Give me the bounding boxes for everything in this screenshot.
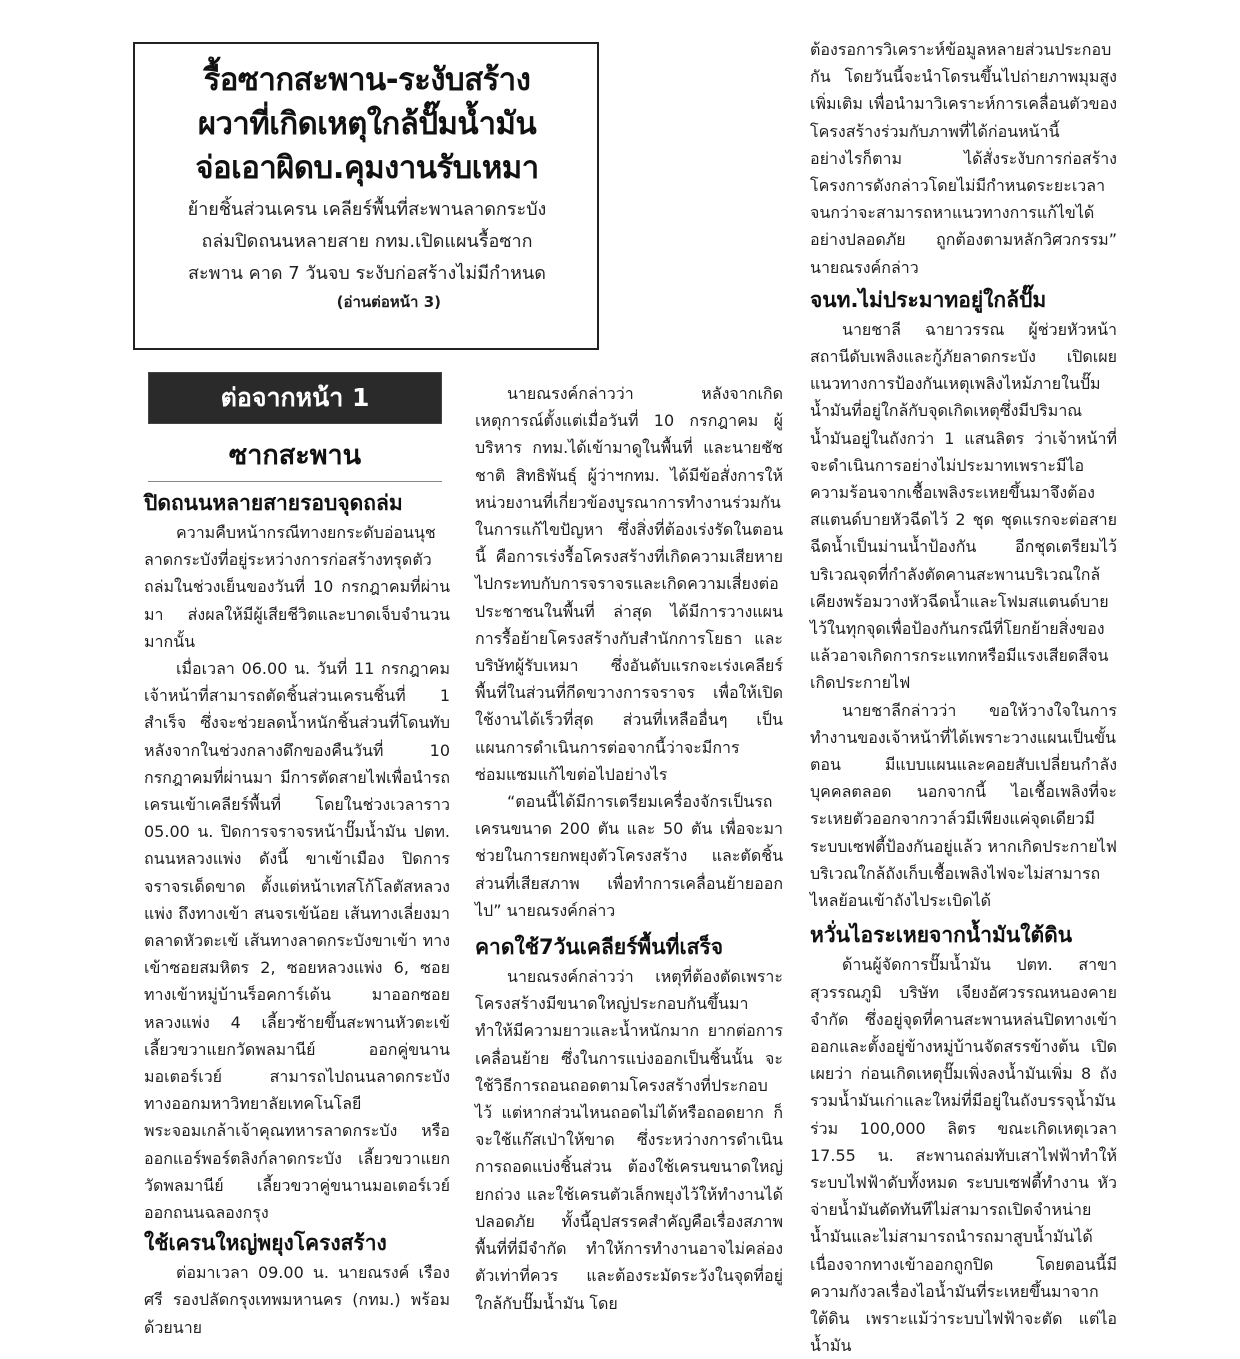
section-title-rule — [148, 481, 442, 482]
headline-subline-1: ย้ายชิ้นส่วนเครน เคลียร์พื้นที่สะพานลาดกระบัง — [187, 199, 547, 220]
subheading-road-closures: ปิดถนนหลายสายรอบจุดถล่ม — [144, 491, 403, 515]
article-column-3 — [810, 36, 1117, 1359]
paragraph: นายชาลี ฉายาวรรณ ผู้ช่วยหัวหน้าสถานีดับเพลิงและกู้ภัยลาดกระบัง เปิดเผยแนวทางการป้องกันเหตุเพลิงไหม้ภายในปั๊มน้ำมันที่อยู่ใกล้กับจุดเกิดเหตุซึ่งมีปริมาณน้ำมันอยู่ในถังกว่า 1 แสนลิตร ว่าเจ้าหน้าที่จะดำเนินการอย่างไม่ประมาทเพราะมีไอความร้อนจากเชื้อเพลิงระเหยขึ้นมาจึงต้องสแตนด์บายหัวฉีดไว้ 2 ชุด ชุดแรกจะต่อสายฉีดน้ำเป็นม่านน้ำป้องกัน อีกชุดเตรียมไว้บริเวณจุดที่กำลังตัดคานสะพานบริเวณใกล้เคียงพร้อมวางหัวฉีดน้ำและโฟมสแตนด์บายไว้ในทุกจุดเพื่อป้องกันกรณีที่โยกย้ายสิ่งของแล้วอาจเกิดการกระแทกหรือมีแรงเสียดสีจนเกิดประกายไฟ — [810, 319, 1117, 693]
article-column-1 — [144, 486, 450, 1341]
headline-box — [133, 42, 599, 350]
section-title: ซากสะพาน — [228, 440, 362, 471]
paragraph: ต่อมาเวลา 09.00 น. นายณรงค์ เรืองศรี รองปลัดกรุงเทพมหานคร (กทม.) พร้อมด้วยนาย — [144, 1263, 450, 1337]
headline-subline-3: สะพาน คาด 7 วันจบ ระงับก่อสร้างไม่มีกำหนด — [188, 263, 546, 284]
subheading-underground-vapor: หวั่นไอระเหยจากน้ำมันใต้ดิน — [810, 923, 1073, 948]
headline-subline-2: ถล่มปิดถนนหลายสาย กทม.เปิดแผนรื้อซาก — [201, 231, 533, 252]
paragraph: ความคืบหน้ากรณีทางยกระดับอ่อนนุช ลาดกระบังที่อยู่ระหว่างการก่อสร้างทรุดตัวถล่มในช่วงเย็นของวันที่ 10 กรกฎาคมที่ผ่านมา ส่งผลให้มีผู้เสียชีวิตและบาดเจ็บจำนวนมากนั้น — [144, 523, 450, 651]
paragraph: ต้องรอการวิเคราะห์ข้อมูลหลายส่วนประกอบกัน โดยวันนี้จะนำโดรนขึ้นไปถ่ายภาพมุมสูงเพิ่มเติม เพื่อนำมาวิเคราะห์การเคลื่อนตัวของโครงสร้างร่วมกับภาพที่ได้ก่อนหน้านี้ อย่างไรก็ตาม ได้สั่งระงับการก่อสร้างโครงการดังกล่าวโดยไม่มีกำหนดระยะเวลา จนกว่าจะสามารถหาแนวทางการแก้ไขได้อย่างปลอดภัย ถูกต้องตามหลักวิศวกรรม” นายณรงค์กล่าว — [810, 40, 1117, 277]
headline-line-2: ผวาที่เกิดเหตุใกล้ปั๊มน้ำมัน — [197, 106, 537, 142]
subheading-officers-near-pump: จนท.ไม่ประมาทอยู่ใกล้ปั๊ม — [810, 287, 1047, 312]
continued-banner: ต่อจากหน้า 1 — [148, 372, 442, 424]
paragraph: นายณรงค์กล่าวว่า เหตุที่ต้องตัดเพราะโครงสร้างมีขนาดใหญ่ประกอบกันขึ้นมา ทำให้มีความยาวและน้ำหนักมาก ยากต่อการเคลื่อนย้าย ซึ่งในการแบ่งออกเป็นชิ้นนั้น จะใช้วิธีการถอนถอดตามโครงสร้างที่ประกอบไว้ แต่หากส่วนไหนถอดไม่ได้หรือถอดยาก ก็จะใช้แก๊สเป่าให้ขาด ซึ่งระหว่างการดำเนินการถอดแบ่งชิ้นส่วน ต้องใช้เครนขนาดใหญ่ยกถ่วง และใช้เครนตัวเล็กพยุงไว้ให้ทำงานได้ปลอดภัย ทั้งนี้อุปสรรคสำคัญคือเรื่องสภาพพื้นที่ที่มีจำกัด ทำให้การทำงานอาจไม่คล่องตัวเท่าที่ควร และต้องระมัดระวังในจุดที่อยู่ใกล้กับปั๊มน้ำมัน โดย — [475, 967, 783, 1313]
headline-line-3: จ่อเอาผิดบ.คุมงานรับเหมา — [195, 150, 539, 186]
subheading-large-crane: ใช้เครนใหญ่พยุงโครงสร้าง — [144, 1231, 387, 1256]
continue-note: (อ่านต่อหน้า 3) — [336, 293, 441, 311]
subheading-seven-days: คาดใช้7วันเคลียร์พื้นที่เสร็จ — [475, 935, 724, 960]
paragraph: นายณรงค์กล่าวว่า หลังจากเกิดเหตุการณ์ตั้งแต่เมื่อวันที่ 10 กรกฎาคม ผู้บริหาร กทม.ได้เข้ามาดูในพื้นที่ และนายชัชชาติ สิทธิพันธุ์ ผู้ว่าฯกทม. ได้มีข้อสั่งการให้หน่วยงานที่เกี่ยวข้องบูรณาการทำงานร่วมกันในการแก้ไขปัญหา ซึ่งสิ่งที่ต้องเร่งรัดในตอนนี้ คือการเร่งรื้อโครงสร้างที่เกิดความเสียหาย ไปกระทบกับการจราจรและเกิดความเสี่ยงต่อประชาชนในพื้นที่ ล่าสุด ได้มีการวางแผนการรื้อย้ายโครงสร้างกับสำนักการโยธา และบริษัทผู้รับเหมา ซึ่งอันดับแรกจะเร่งเคลียร์พื้นที่ในส่วนที่กีดขวางการจราจร เพื่อให้เปิดใช้งานได้เร็วที่สุด ส่วนที่เหลืออื่นๆ เป็นแผนการดำเนินการต่อจากนี้ว่าจะมีการซ่อมแซมแก้ไขต่อไปอย่างไร — [475, 384, 783, 784]
paragraph: นายชาลีกล่าวว่า ขอให้วางใจในการทำงานของเจ้าหน้าที่ได้เพราะวางแผนเป็นขั้นตอน มีแบบแผนและคอยสับเปลี่ยนกำลังบุคคลตลอด นอกจากนี้ ไอเชื้อเพลิงที่จะระเหยตัวออกจากวาล์วมีเพียงแค่จุดเดียวมีระบบเซฟตี้ป้องกันอยู่แล้ว หากเกิดประกายไฟบริเวณใกล้ถังเก็บเชื้อเพลิงไฟจะไม่สามารถไหลย้อนเข้าถังไประเบิดได้ — [810, 700, 1117, 911]
paragraph: เมื่อเวลา 06.00 น. วันที่ 11 กรกฎาคม เจ้าหน้าที่สามารถตัดชิ้นส่วนเครนชิ้นที่ 1 สำเร็จ ซึ่งจะช่วยลดน้ำหนักชิ้นส่วนที่โดนทับ หลังจากในช่วงกลางดึกของคืนวันที่ 10 กรกฎาคมที่ผ่านมา มีการตัดสายไฟเพื่อนำรถเครนเข้าเคลียร์พื้นที่ โดยในช่วงเวลาราว 05.00 น. ปิดการจราจรหน้าปั๊มน้ำมัน ปตท. ถนนหลวงแพ่ง ดังนี้ ขาเข้าเมือง ปิดการจราจรเด็ดขาด ตั้งแต่หน้าเทสโก้โลตัสหลวงแพ่ง ถึงทางเข้า สนจรเข้น้อย เส้นทางเลี่ยงมาตลาดหัวตะเข้ เส้นทางลาดกระบังขาเข้า ทางเข้าซอยสมหิตร 2, ซอยหลวงแพ่ง 6, ซอยทางเข้าหมู่บ้านร็อคการ์เด้น มาออกซอยหลวงแพ่ง 4 เลี้ยวซ้ายขึ้นสะพานหัวตะเข้ เลี้ยวขวาแยกวัดพลมานีย์ ออกคู่ขนานมอเตอร์เวย์ สามารถไปถนนลาดกระบัง ทางออกมหาวิทยาลัยเทคโนโลยีพระจอมเกล้าเจ้าคุณทหารลาดกระบัง หรือออกแอร์พอร์ตลิงก์ลาดกระบัง เลี้ยวขวาแยกวัดพลมานีย์ เลี้ยวขวาคู่ขนานมอเตอร์เวย์ ออกถนนฉลองกรุง — [144, 659, 450, 1223]
article-column-2 — [475, 380, 783, 1317]
headline-line-1: รื้อซากสะพาน-ระงับสร้าง — [203, 62, 531, 98]
paragraph: ด้านผู้จัดการปั๊มน้ำมัน ปตท. สาขาสุวรรณภูมิ บริษัท เจียงอัศวรรณหนองคาย จำกัด ซึ่งอยู่จุดที่คานสะพานหล่นปิดทางเข้าออกและตั้งอยู่ข้างหมู่บ้านจัดสรรข้างต้น เปิดเผยว่า ก่อนเกิดเหตุปั๊มเพิ่งลงน้ำมันเพิ่ม 8 ถัง รวมน้ำมันเก่าและใหม่ที่มีอยู่ในถังบรรจุน้ำมันร่วม 100,000 ลิตร ขณะเกิดเหตุเวลา 17.55 น. สะพานถล่มทับเสาไฟฟ้าทำให้ระบบไฟฟ้าดับทั้งหมด ระบบเซฟตี้ทำงาน หัวจ่ายน้ำมันตัดทันทีไม่สามารถเปิดจำหน่ายน้ำมันและไม่สามารถนำรถมาสูบน้ำมันได้เนื่องจากทางเข้าออกถูกปิด โดยตอนนี้มีความกังวลเรื่องไอน้ำมันที่ระเหยขึ้นมาจากใต้ดิน เพราะแม้ว่าระบบไฟฟ้าจะตัด แต่ไอน้ำมัน — [810, 955, 1117, 1356]
paragraph: “ตอนนี้ได้มีการเตรียมเครื่องจักรเป็นรถเครนขนาด 200 ตัน และ 50 ตัน เพื่อจะมาช่วยในการยกพยุงตัวโครงสร้าง และตัดชิ้นส่วนที่เสียสภาพ เพื่อทำการเคลื่อนย้ายออกไป” นายณรงค์กล่าว — [475, 792, 783, 920]
